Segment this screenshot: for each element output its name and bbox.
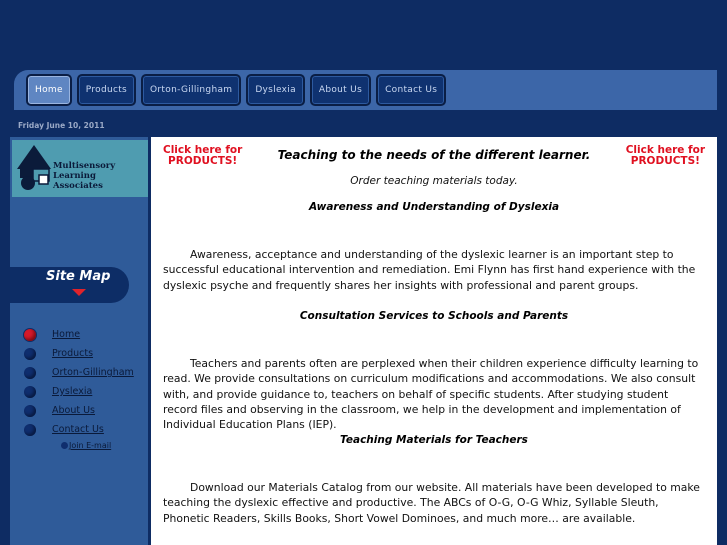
nav-products-button[interactable]: Products: [77, 74, 136, 106]
promo-line-1: Click here for: [625, 144, 705, 156]
bullet-icon: [24, 386, 36, 398]
section-heading-consultation: Consultation Services to Schools and Parents: [299, 310, 569, 322]
sitemap-link-products[interactable]: Products: [52, 348, 94, 359]
sitemap-link-dyslexia[interactable]: Dyslexia: [52, 386, 93, 397]
section-heading-dyslexia: Awareness and Understanding of Dyslexia: [308, 201, 560, 213]
sitemap-item-about-us[interactable]: [24, 403, 96, 419]
nav-button-group: [26, 74, 446, 106]
main-content: [151, 137, 717, 545]
section-text-consultation: Teachers and parents often are perplexed when their children experience difficulty learning to read. We provide consultations on curriculum modifications and accommodations. We also consult with, and provide guidance to, teachers on behalf of specific students. After studying student record files and observing in the classroom, we help in the development and implementation of Individual Education Plans (IEP).: [163, 357, 699, 432]
nav-home-button[interactable]: Home: [26, 74, 72, 106]
logo-line-2: Learning Associates: [53, 171, 103, 191]
nav-orton-gillingham-button[interactable]: Orton-Gillingham: [141, 74, 241, 106]
bullet-icon: [24, 329, 36, 341]
nav-about-us-button[interactable]: About Us: [310, 74, 371, 106]
bullet-icon: [24, 424, 36, 436]
sitemap-link-orton-gillingham[interactable]: Orton-Gillingham: [52, 367, 134, 378]
sidebar: [10, 137, 148, 545]
promo-line-2: PRODUCTS!: [168, 155, 238, 167]
section-heading-materials: Teaching Materials for Teachers: [340, 434, 528, 446]
sitemap-item-orton-gillingham[interactable]: [24, 365, 134, 381]
sitemap-link-contact-us[interactable]: Contact Us: [52, 424, 104, 435]
page-subline: Order teaching materials today.: [350, 175, 518, 187]
top-navbar: [14, 70, 717, 110]
sitemap-item-contact-us[interactable]: [24, 422, 104, 438]
site-logo[interactable]: [12, 140, 148, 197]
join-email-link[interactable]: Join E-mail: [69, 441, 112, 450]
triangle-down-icon: [72, 289, 86, 296]
site-map-header: [10, 267, 129, 303]
sitemap-link-home[interactable]: Home: [52, 329, 81, 340]
logo-mark-icon: [17, 145, 51, 191]
page-headline: Teaching to the needs of the different learner.: [277, 148, 591, 162]
sitemap-sub-item-join-email[interactable]: [61, 441, 111, 450]
sitemap-link-about-us[interactable]: About Us: [52, 405, 96, 416]
sitemap-item-products[interactable]: [24, 346, 94, 362]
sitemap-item-dyslexia[interactable]: [24, 384, 93, 400]
nav-contact-us-button[interactable]: Contact Us: [376, 74, 446, 106]
logo-line-1: Multisensory: [53, 161, 116, 171]
nav-dyslexia-button[interactable]: Dyslexia: [246, 74, 305, 106]
section-text-dyslexia: Awareness, acceptance and understanding of the dyslexic learner is an important step to successful educational intervention and remediation. Emi Flynn has first hand experience with the dyslexic psyche and frequently shares her insights with professional and parent groups.: [163, 248, 696, 292]
bullet-icon: [24, 405, 36, 417]
current-date: Friday June 10, 2011: [18, 121, 105, 130]
logo-text: [53, 161, 148, 191]
section-text-materials: Download our Materials Catalog from our website. All materials have been developed to make teaching the dyslexic effective and productive. The ABCs of O-G, O-G Whiz, Syllable Sleuth, Phonetic Readers, Skills Books, Short Vowel Dominoes, and much more… are available.: [163, 481, 700, 525]
bullet-icon: [24, 348, 36, 360]
promo-line-2: PRODUCTS!: [630, 155, 700, 167]
sitemap-item-home[interactable]: [24, 327, 81, 343]
bullet-icon: [61, 442, 68, 449]
promo-line-1: Click here for: [163, 144, 243, 156]
site-map-title: Site Map: [46, 269, 111, 284]
bullet-icon: [24, 367, 36, 379]
